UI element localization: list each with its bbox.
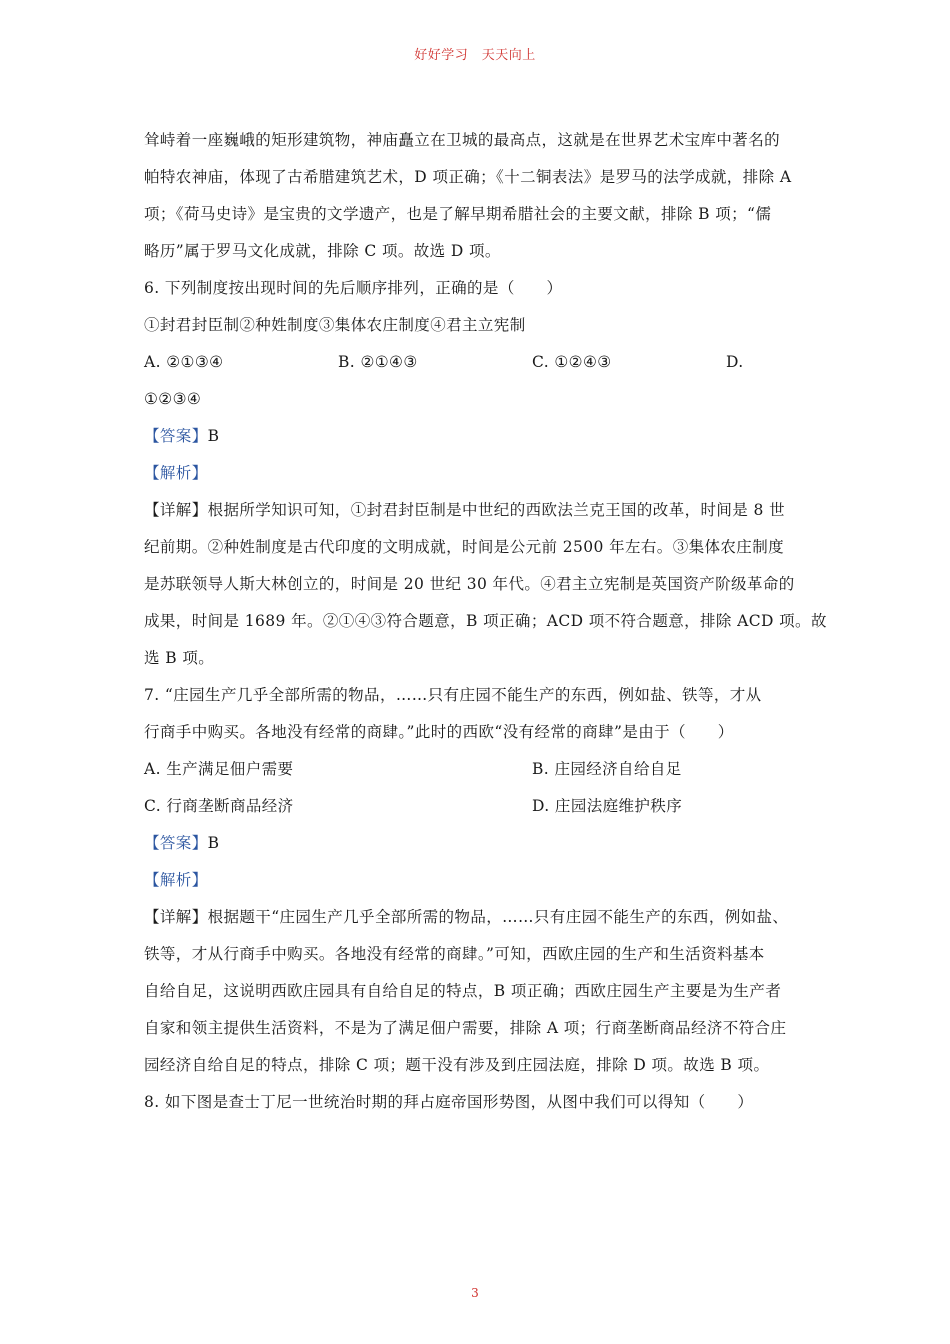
analysis-label: 【解析】 (144, 464, 208, 482)
question-6-options (144, 344, 806, 381)
detail-line: 纪前期。②种姓制度是古代印度的文明成就，时间是公元前 2500 年左右。③集体农庄制度 (144, 538, 785, 556)
answer-label: 【答案】 (144, 427, 208, 445)
document-body (144, 122, 827, 1121)
answer-label: 【答案】 (144, 834, 208, 852)
option-b: B. ②①④③ (338, 353, 418, 371)
option-c: C. ①②④③ (532, 353, 612, 371)
question-7-options-row (144, 751, 806, 788)
detail-line: 是苏联领导人斯大林创立的，时间是 20 世纪 30 年代。④君主立宪制是英国资产阶级革命的 (144, 575, 795, 593)
option-d-value: ①②③④ (144, 390, 202, 408)
detail-line: 自家和领主提供生活资料，不是为了满足佃户需要，排除 A 项；行商垄断商品经济不符合庄 (144, 1019, 787, 1037)
detail-line: 选 B 项。 (144, 649, 215, 667)
option-d: D. (726, 353, 744, 371)
page-number: 3 (471, 1286, 479, 1300)
question-7-options-row (144, 788, 806, 825)
detail-label: 【详解】 (144, 908, 208, 926)
detail-line: 自给自足，这说明西欧庄园具有自给自足的特点，B 项正确；西欧庄园生产主要是为生产者 (144, 982, 782, 1000)
detail-line: 园经济自给自足的特点，排除 C 项；题干没有涉及到庄园法庭，排除 D 项。故选 B 项。 (144, 1056, 770, 1074)
paragraph-line: 略历”属于罗马文化成就，排除 C 项。故选 D 项。 (144, 242, 501, 260)
option-a: A. 生产满足佃户需要 (144, 760, 294, 778)
question-7-stem: 7. “庄园生产几乎全部所需的物品，……只有庄园不能生产的东西，例如盐、铁等，才从 (144, 686, 762, 704)
option-a: A. ②①③④ (144, 353, 224, 371)
question-6-stem: 6. 下列制度按出现时间的先后顺序排列，正确的是（ ） (144, 279, 563, 297)
analysis-label: 【解析】 (144, 871, 208, 889)
detail-text: 根据所学知识可知，①封君封臣制是中世纪的西欧法兰克王国的改革，时间是 8 世 (207, 501, 786, 519)
page-header: 好好学习 天天向上 (414, 48, 536, 63)
question-8-stem: 8. 如下图是查士丁尼一世统治时期的拜占庭帝国形势图，从图中我们可以得知（ ） (144, 1093, 754, 1111)
option-c: C. 行商垄断商品经济 (144, 797, 294, 815)
detail-line (144, 899, 806, 936)
answer-row (144, 825, 806, 862)
question-6-items: ①封君封臣制②种姓制度③集体农庄制度④君主立宪制 (144, 316, 526, 334)
detail-label: 【详解】 (144, 501, 208, 519)
option-b: B. 庄园经济自给自足 (532, 760, 682, 778)
paragraph-line: 项；《荷马史诗》是宝贵的文学遗产，也是了解早期希腊社会的主要文献，排除 B 项；“儒 (144, 205, 772, 223)
detail-text: 根据题干“庄园生产几乎全部所需的物品，……只有庄园不能生产的东西，例如盐、 (207, 908, 789, 926)
question-7-stem: 行商手中购买。各地没有经常的商肆。”此时的西欧“没有经常的商肆”是由于（ ） (144, 723, 734, 741)
option-d: D. 庄园法庭维护秩序 (532, 797, 683, 815)
answer-row (144, 418, 806, 455)
paragraph-line: 耸峙着一座巍峨的矩形建筑物，神庙矗立在卫城的最高点，这就是在世界艺术宝库中著名的 (144, 131, 781, 149)
detail-line: 铁等，才从行商手中购买。各地没有经常的商肆。”可知，西欧庄园的生产和生活资料基本 (144, 945, 765, 963)
paragraph-line: 帕特农神庙，体现了古希腊建筑艺术，D 项正确；《十二铜表法》是罗马的法学成就，排除 A (144, 168, 792, 186)
answer-value: B (207, 834, 220, 852)
detail-line: 成果，时间是 1689 年。②①④③符合题意，B 项正确；ACD 项不符合题意，排除 ACD 项。故 (144, 612, 827, 630)
detail-line (144, 492, 806, 529)
answer-value: B (207, 427, 220, 445)
